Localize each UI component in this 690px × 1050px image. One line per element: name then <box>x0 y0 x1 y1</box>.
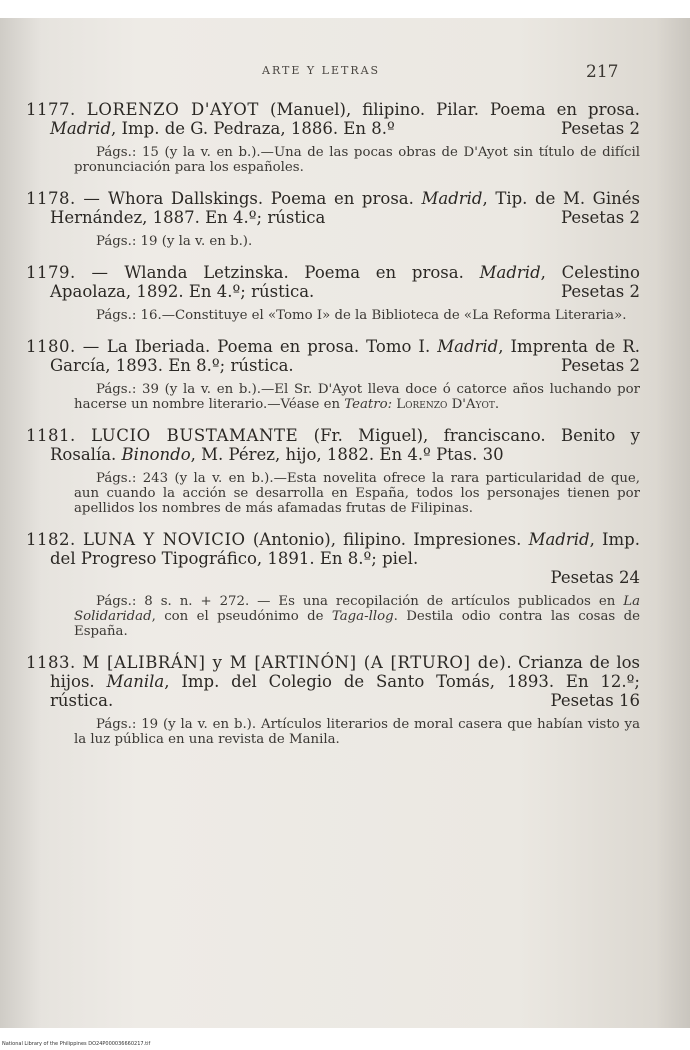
catalog-entry-1177 <box>26 100 640 175</box>
catalog-entries <box>26 100 640 761</box>
entry-price: Ptas. 30 <box>436 445 504 464</box>
entry-text: 1179. — Wlanda Letzinska. Poema en prosa. Madrid, Celestino Apaolaza, 1892. En 4.º; rústica. Pesetas 2 <box>26 263 640 301</box>
entry-price: Pesetas 2 <box>560 119 640 138</box>
entry-price: Pesetas 2 <box>560 282 640 301</box>
entry-price: Pesetas 2 <box>560 356 640 375</box>
entry-note: Págs.: 16.—Constituye el «Tomo I» de la Biblioteca de «La Reforma Literaria». <box>96 308 627 323</box>
entry-text: 1177. LORENZO D'AYOT (Manuel), filipino. Pilar. Poema en prosa. Madrid, Imp. de G. Pedraza, 1886. En 8.º Pesetas 2 <box>26 100 640 138</box>
catalog-entry-1183 <box>26 653 640 747</box>
entry-note: Págs.: 39 (y la v. en b.).—El Sr. D'Ayot lleva doce ó catorce años luchando por hacerse un nombre literario.—Véase en Teatro: Lorenzo D'Ayot. <box>74 382 640 412</box>
page-number: 217 <box>586 62 619 82</box>
catalog-entry-1181 <box>26 426 640 516</box>
entry-author: LORENZO D'AYOT <box>86 100 260 119</box>
entry-price: Pesetas 16 <box>550 691 640 710</box>
entry-note: Págs.: 243 (y la v. en b.).—Esta novelita ofrece la rara particularidad de que, aun cuando la acción se desarrolla en España, todos los personajes tienen por apellidos los nombres de más afamadas frutas de Filipinas. <box>74 471 640 516</box>
entry-author: LUCIO BUSTAMANTE <box>91 426 299 445</box>
entry-price: Pesetas 24 <box>550 568 640 587</box>
catalog-entry-1179 <box>26 263 640 323</box>
entry-text: 1182. LUNA Y NOVICIO (Antonio), filipino. Impresiones. Madrid, Imp. del Progreso Tipográfico, 1891. En 8.º; piel. Pesetas 24 <box>26 530 640 587</box>
entry-note: Págs.: 19 (y la v. en b.). Artículos literarios de moral casera que habían visto ya la luz pública en una revista de Manila. <box>74 717 640 747</box>
entry-author: M [ALIBRÁN] y M [ARTINÓN] (A [RTURO] de) <box>82 653 507 672</box>
scan-credit: National Library of the Philippines DO24P000036660217.tif <box>2 1041 151 1047</box>
entry-text: 1180. — La Iberiada. Poema en prosa. Tomo I. Madrid, Imprenta de R. García, 1893. En 8.º; rústica. Pesetas 2 <box>26 337 641 375</box>
entry-price: Pesetas 2 <box>560 208 640 227</box>
catalog-entry-1178 <box>26 189 640 249</box>
catalog-entry-1182 <box>26 530 640 639</box>
catalog-entry-1180 <box>26 337 640 412</box>
entry-text: 1183. M [ALIBRÁN] y M [ARTINÓN] (A [RTURO] de). Crianza de los hijos. Manila, Imp. del Colegio de Santo Tomás, 1893. En 12.º; rústica. Pesetas 16 <box>26 653 641 710</box>
running-title: ARTE Y LETRAS <box>262 64 381 77</box>
book-page <box>0 18 690 1028</box>
entry-text: 1181. LUCIO BUSTAMANTE (Fr. Miguel), franciscano. Benito y Rosalía. Binondo, M. Pérez, hijo, 1882. En 4.º Ptas. 30 <box>26 426 640 464</box>
entry-note: Págs.: 15 (y la v. en b.).—Una de las pocas obras de D'Ayot sin título de difícil pronunciación para los españoles. <box>74 145 640 175</box>
entry-note: Págs.: 19 (y la v. en b.). <box>96 234 253 249</box>
entry-note: Págs.: 8 s. n. + 272. — Es una recopilación de artículos publicados en La Solidaridad, con el pseudónimo de Taga-llog. Destila odio contra las cosas de España. <box>74 594 640 639</box>
page-header <box>0 62 690 92</box>
entry-author: LUNA Y NOVICIO <box>82 530 246 549</box>
entry-text: 1178. — Whora Dallskings. Poema en prosa. Madrid, Tip. de M. Ginés Hernández, 1887. En 4.º; rústica Pesetas 2 <box>26 189 640 227</box>
